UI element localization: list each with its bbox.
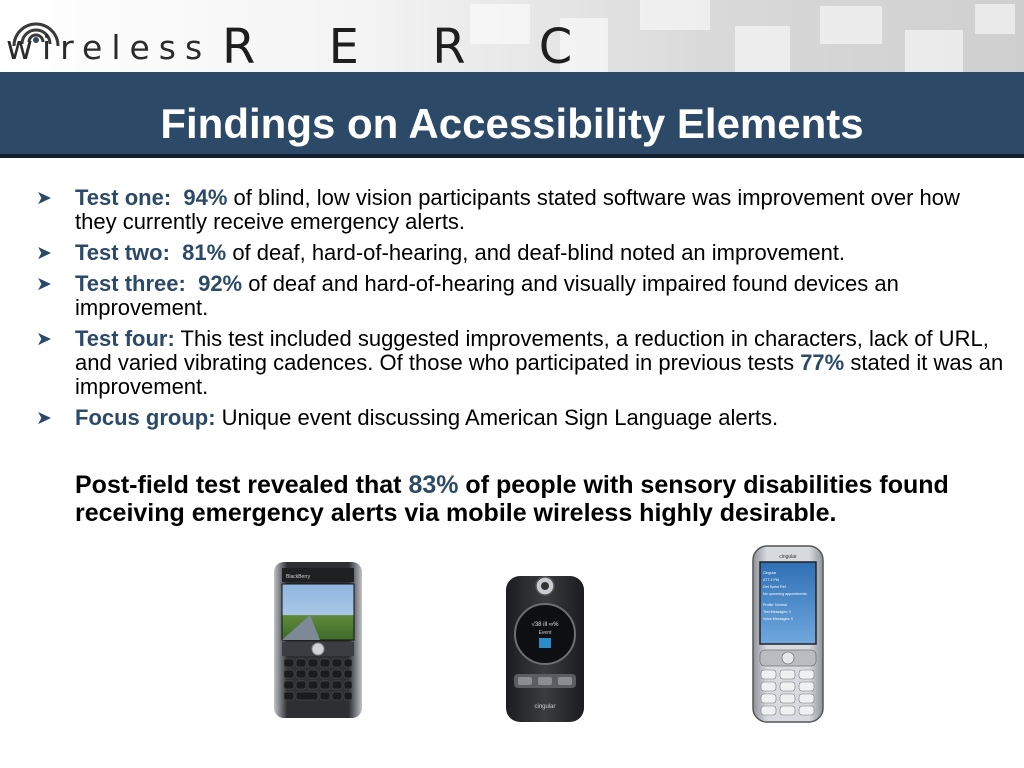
flip-phone-image [500,570,590,725]
banner-decor-tile [735,26,790,72]
bullet-percent: 81% [182,240,227,265]
logo-acronym: R E R C [222,19,602,72]
bullet-text-after: stated it was an improvement. [75,350,1004,399]
bullet-text: This test included suggested improvements, a reduction in characters, lack of URL, and varied vibrating cadences. Of those who participated in previous tests [75,326,989,375]
list-item [36,272,1006,320]
smartphone-image [750,544,826,724]
findings-list [36,186,1006,437]
list-item [36,186,1006,234]
arrowhead-bullet-icon: ➤ [36,274,52,295]
logo-letter: w [6,28,42,67]
blackberry-phone-image [270,560,366,720]
arrowhead-bullet-icon: ➤ [36,243,52,264]
phone-brand: cingular [779,554,797,560]
bullet-label: Test one: [75,185,172,210]
banner-decor-tile [820,6,882,44]
bullet-label: Test three: [75,271,186,296]
summary-text: Post-field test revealed that [75,471,409,499]
slide-title: Findings on Accessibility Elements [160,100,864,147]
list-item [36,241,1006,265]
screen-line: Voice Messages: 0 [763,617,794,621]
screen-line: ATT 4 PM [763,578,779,582]
flip-screen-label: Event [538,630,552,636]
list-item [36,327,1006,399]
flip-screen-status: √38 ill ∞% [531,622,559,628]
title-underline [0,154,1024,158]
arrowhead-bullet-icon: ➤ [36,408,52,429]
arrowhead-bullet-icon: ➤ [36,188,52,209]
arrowhead-bullet-icon: ➤ [36,329,52,350]
summary-text: of people with sensory disabilities found receiving emergency alerts via mobile wireless highly desirable. [75,471,949,527]
header-banner [0,0,1024,72]
summary-statement [75,471,1005,527]
logo-wordmark [6,28,211,67]
screen-line: No upcoming appointments [763,592,807,596]
screen-line: Cingular [763,571,777,575]
bullet-percent: 94% [183,185,228,210]
banner-decor-tile [905,30,963,72]
logo-letter-i: i [42,28,61,67]
bullet-label: Focus group: [75,405,216,430]
list-item [36,406,1006,430]
banner-decor-tile [975,4,1015,34]
bullet-text: of blind, low vision participants stated software was improvement over how they currently receive emergency alerts. [75,185,960,234]
screen-line: Text Messages: 0 [763,610,791,614]
bullet-text: of deaf and hard-of-hearing and visually impaired found devices an improvement. [75,271,899,320]
bullet-percent: 77% [800,350,845,375]
logo-letters: reless [60,28,212,67]
screen-line: Get Sprint Ref [763,585,786,589]
bullet-text: Unique event discussing American Sign Language alerts. [215,405,779,430]
summary-percent: 83% [408,471,459,499]
phone-brand: BlackBerry [286,574,311,580]
bullet-label: Test four: [75,326,175,351]
bullet-percent: 92% [198,271,243,296]
bullet-text: of deaf, hard-of-hearing, and deaf-blind noted an improvement. [226,240,846,265]
bullet-label: Test two: [75,240,170,265]
phone-brand: cingular [534,704,556,710]
banner-decor-tile [640,0,710,30]
screen-line: Profile: Normal [763,603,787,607]
